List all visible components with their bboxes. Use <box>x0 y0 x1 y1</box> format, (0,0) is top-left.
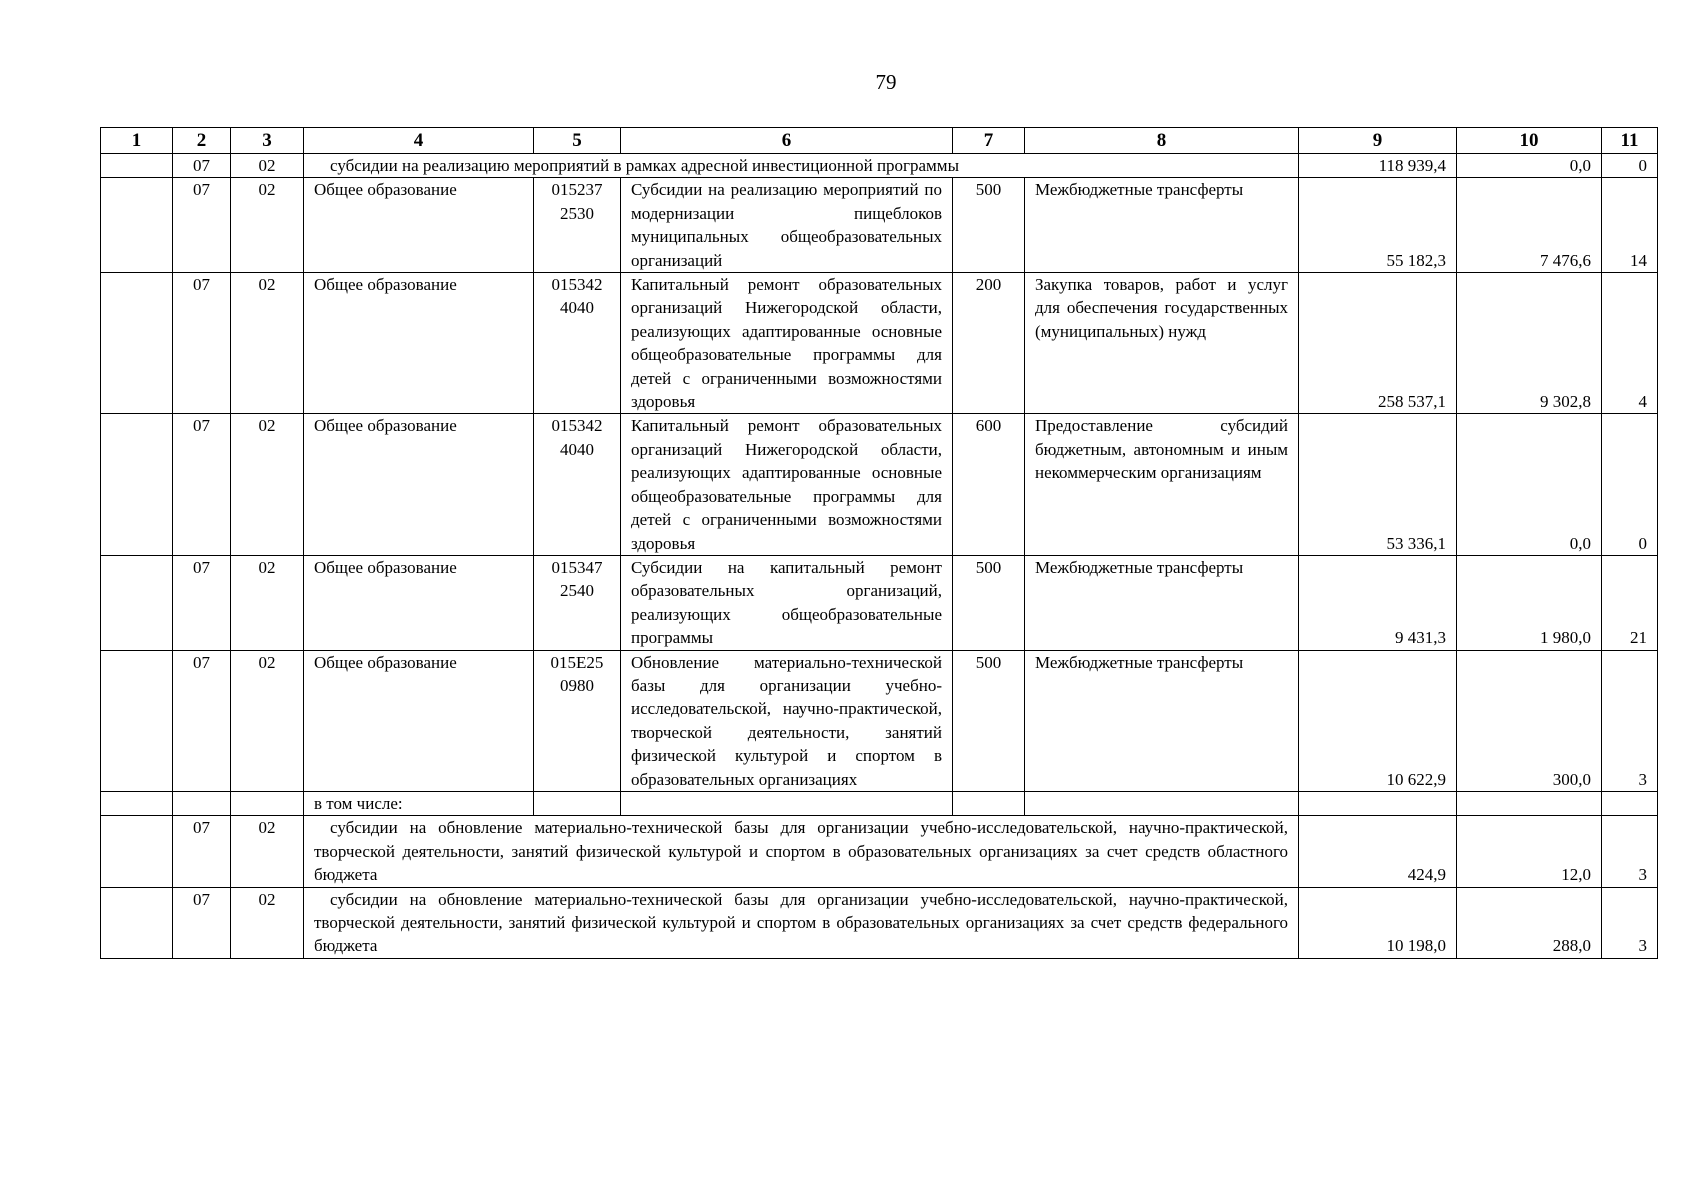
cell-section: 07 <box>173 178 231 273</box>
cell-target-code: 015342 4040 <box>534 414 621 555</box>
cell-col11: 0 <box>1602 414 1658 555</box>
cell-description: Капитальный ремонт образовательных организаций Нижегородской области, реализующих адаптированные основные общеобразовательные программы для детей с ограниченными возможностями здоровья <box>621 273 953 414</box>
cell-subsection <box>231 791 304 815</box>
cell-expense-name: Межбюджетные трансферты <box>1025 178 1299 273</box>
cell-amount: 9 431,3 <box>1299 555 1457 650</box>
cell-col1 <box>101 791 173 815</box>
cell-section: 07 <box>173 816 231 887</box>
cell-subsection: 02 <box>231 178 304 273</box>
cell-empty <box>953 791 1025 815</box>
cell-col1 <box>101 414 173 555</box>
header-row <box>101 128 1658 154</box>
cell-amount: 55 182,3 <box>1299 178 1457 273</box>
cell-description: субсидии на реализацию мероприятий в рамках адресной инвестиционной программы <box>304 154 1299 178</box>
cell-description: субсидии на обновление материально-технической базы для организации учебно-исследовательской, научно-практической, творческой деятельности, занятий физической культурой и спортом в образовательных организациях за счет средств областного бюджета <box>304 816 1299 887</box>
cell-col11: 0 <box>1602 154 1658 178</box>
header-cell: 3 <box>231 128 304 154</box>
cell-subsection: 02 <box>231 154 304 178</box>
cell-target-code: 015347 2540 <box>534 555 621 650</box>
page-number: 79 <box>875 70 897 94</box>
cell-col11: 3 <box>1602 816 1658 887</box>
cell-expense-name: Межбюджетные трансферты <box>1025 650 1299 791</box>
cell-empty <box>534 791 621 815</box>
header-cell: 5 <box>534 128 621 154</box>
header-cell: 4 <box>304 128 534 154</box>
header-cell: 1 <box>101 128 173 154</box>
cell-amount: 424,9 <box>1299 816 1457 887</box>
cell-name: Общее образование <box>304 178 534 273</box>
cell-description: субсидии на обновление материально-технической базы для организации учебно-исследовательской, научно-практической, творческой деятельности, занятий физической культурой и спортом в образовательных организациях за счет средств федерального бюджета <box>304 887 1299 958</box>
cell-target-code: 015E25 0980 <box>534 650 621 791</box>
cell-description: Субсидии на реализацию мероприятий по модернизации пищеблоков муниципальных общеобразовательных организаций <box>621 178 953 273</box>
cell-amount-2: 1 980,0 <box>1457 555 1602 650</box>
cell-expense-name: Межбюджетные трансферты <box>1025 555 1299 650</box>
table-row <box>101 154 1658 178</box>
table-row <box>101 178 1658 273</box>
budget-table <box>100 127 1658 959</box>
table-row <box>101 273 1658 414</box>
cell-amount-2: 0,0 <box>1457 154 1602 178</box>
cell-empty <box>1299 791 1457 815</box>
cell-empty <box>1602 791 1658 815</box>
cell-section: 07 <box>173 154 231 178</box>
cell-subsection: 02 <box>231 650 304 791</box>
cell-section: 07 <box>173 273 231 414</box>
cell-expense-name: Закупка товаров, работ и услуг для обеспечения государственных (муниципальных) нужд <box>1025 273 1299 414</box>
cell-amount: 53 336,1 <box>1299 414 1457 555</box>
cell-amount: 258 537,1 <box>1299 273 1457 414</box>
cell-amount-2: 300,0 <box>1457 650 1602 791</box>
cell-name: Общее образование <box>304 555 534 650</box>
cell-col1 <box>101 887 173 958</box>
cell-section: 07 <box>173 650 231 791</box>
cell-col11: 4 <box>1602 273 1658 414</box>
cell-subsection: 02 <box>231 273 304 414</box>
header-cell: 7 <box>953 128 1025 154</box>
cell-amount-2: 7 476,6 <box>1457 178 1602 273</box>
cell-amount: 10 622,9 <box>1299 650 1457 791</box>
cell-col11: 3 <box>1602 650 1658 791</box>
table-row <box>101 887 1658 958</box>
header-cell: 10 <box>1457 128 1602 154</box>
cell-col1 <box>101 555 173 650</box>
cell-description: Капитальный ремонт образовательных организаций Нижегородской области, реализующих адаптированные основные общеобразовательные программы для детей с ограниченными возможностями здоровья <box>621 414 953 555</box>
cell-section <box>173 791 231 815</box>
cell-subsection: 02 <box>231 816 304 887</box>
cell-name: Общее образование <box>304 414 534 555</box>
cell-description: Субсидии на капитальный ремонт образовательных организаций, реализующих общеобразовательные программы <box>621 555 953 650</box>
cell-expense-type: 500 <box>953 650 1025 791</box>
cell-col11: 21 <box>1602 555 1658 650</box>
header-cell: 8 <box>1025 128 1299 154</box>
cell-expense-type: 200 <box>953 273 1025 414</box>
cell-col1 <box>101 650 173 791</box>
cell-expense-type: 500 <box>953 555 1025 650</box>
cell-subsection: 02 <box>231 414 304 555</box>
cell-section: 07 <box>173 414 231 555</box>
cell-subsection: 02 <box>231 887 304 958</box>
header-cell: 6 <box>621 128 953 154</box>
table-row <box>101 650 1658 791</box>
header-cell: 11 <box>1602 128 1658 154</box>
cell-col11: 14 <box>1602 178 1658 273</box>
cell-description: Обновление материально-технической базы для организации учебно-исследовательской, научно-практической, творческой деятельности, занятий физической культурой и спортом в образовательных организациях <box>621 650 953 791</box>
cell-col1 <box>101 273 173 414</box>
cell-empty <box>1457 791 1602 815</box>
table-row <box>101 816 1658 887</box>
table-row <box>101 791 1658 815</box>
table-row <box>101 555 1658 650</box>
cell-amount-2: 0,0 <box>1457 414 1602 555</box>
header-cell: 9 <box>1299 128 1457 154</box>
cell-expense-name: Предоставление субсидий бюджетным, автономным и иным некоммерческим организациям <box>1025 414 1299 555</box>
cell-name: Общее образование <box>304 273 534 414</box>
cell-amount-2: 9 302,8 <box>1457 273 1602 414</box>
cell-target-code: 015342 4040 <box>534 273 621 414</box>
header-cell: 2 <box>173 128 231 154</box>
cell-empty <box>1025 791 1299 815</box>
cell-expense-type: 600 <box>953 414 1025 555</box>
cell-subsection: 02 <box>231 555 304 650</box>
cell-expense-type: 500 <box>953 178 1025 273</box>
cell-name: в том числе: <box>304 791 534 815</box>
cell-name: Общее образование <box>304 650 534 791</box>
cell-col1 <box>101 816 173 887</box>
cell-amount-2: 288,0 <box>1457 887 1602 958</box>
table-row <box>101 414 1658 555</box>
cell-amount: 118 939,4 <box>1299 154 1457 178</box>
cell-section: 07 <box>173 887 231 958</box>
cell-target-code: 015237 2530 <box>534 178 621 273</box>
cell-col1 <box>101 178 173 273</box>
cell-amount-2: 12,0 <box>1457 816 1602 887</box>
cell-col11: 3 <box>1602 887 1658 958</box>
cell-empty <box>621 791 953 815</box>
cell-col1 <box>101 154 173 178</box>
cell-amount: 10 198,0 <box>1299 887 1457 958</box>
cell-section: 07 <box>173 555 231 650</box>
